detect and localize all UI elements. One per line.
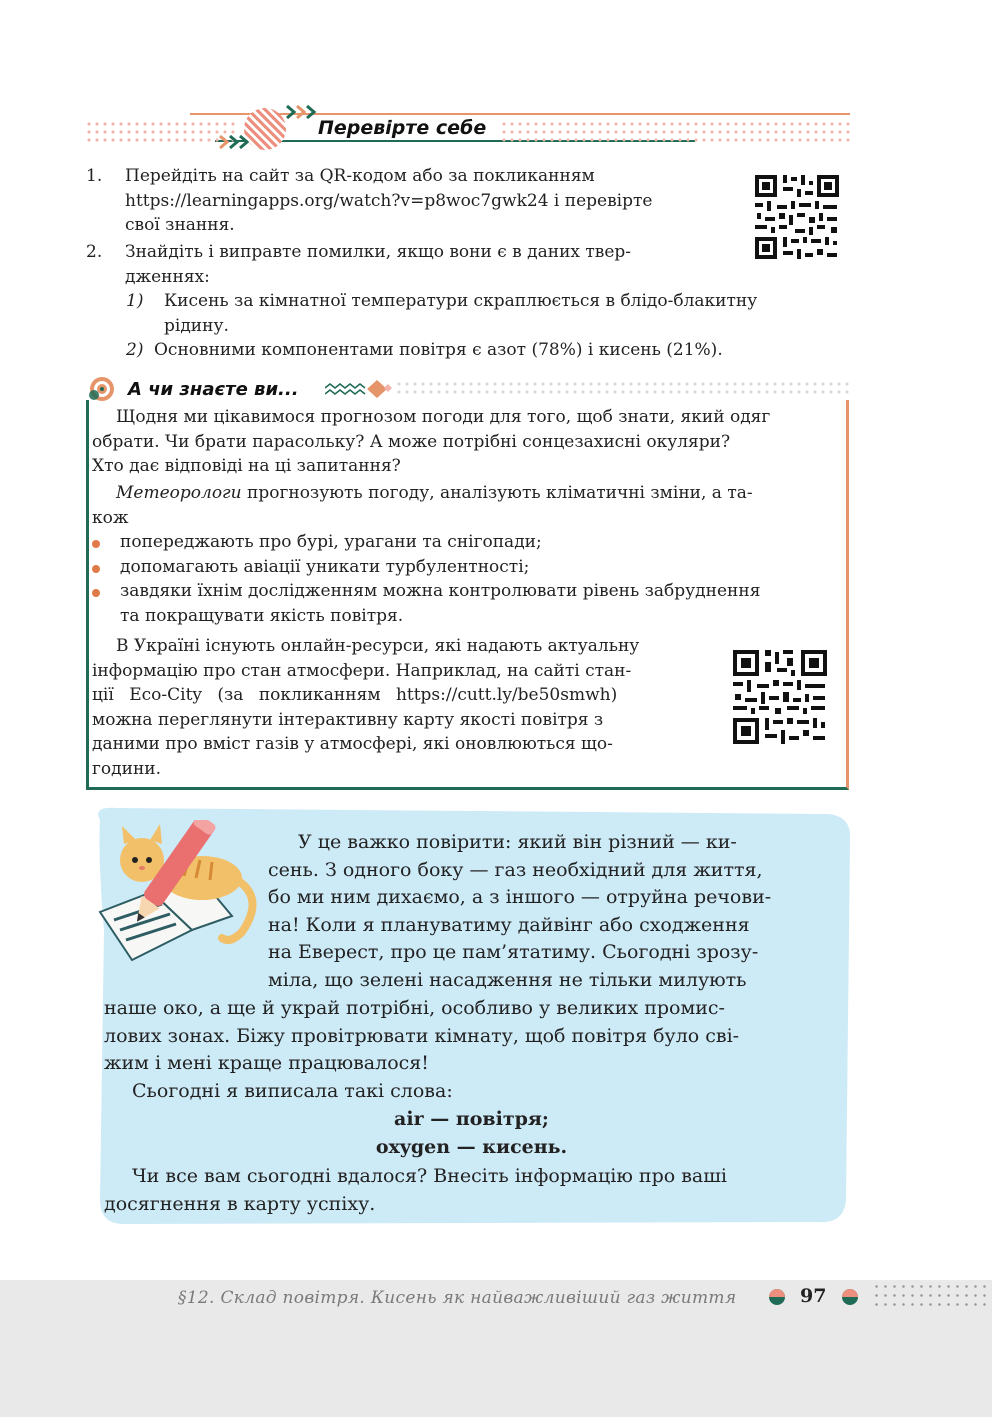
dot-band-left: [85, 120, 235, 142]
bullet-item: [120, 579, 844, 628]
note-closing: [104, 1163, 839, 1218]
dyk-paragraph-1-line: обрати. Чи брати парасольку? А може потрібні сонцезахисні окуляри?: [92, 431, 731, 452]
dyk-paragraph-3-line: В Україні існують онлайн-ресурси, які надають актуальну: [116, 636, 640, 656]
bullet-circle-icon: [768, 1288, 786, 1306]
vocab-word-air: air — повітря;: [394, 1108, 549, 1130]
target-icon: [86, 375, 122, 403]
qr-code-icon[interactable]: [753, 173, 841, 261]
task-1-number: 1.: [86, 166, 103, 186]
dyk-paragraph-3-line: можна переглянути інтерактивну карту якості повітря з: [92, 709, 604, 730]
note-text-full: [104, 995, 839, 1078]
bullet-item: попереджають про бурі, урагани та снігопади;: [120, 532, 542, 552]
note-line: наше око, а ще й украй потрібні, особливо у великих промис-: [104, 997, 725, 1019]
bullet-dot: [92, 589, 100, 597]
footer-section-title: §12. Склад повітря. Кисень як найважливіший газ життя: [178, 1288, 737, 1308]
note-words-intro: Сьогодні я виписала такі слова:: [132, 1080, 453, 1102]
note-line: на! Коли я плануватиму дайвінг або сходження: [268, 913, 750, 936]
dyk-paragraph-1: [92, 405, 844, 479]
task-2-item-2: Основними компонентами повітря є азот (78%) і кисень (21%).: [154, 340, 723, 360]
note-line: лових зонах. Біжу провітрювати кімнату, щоб повітря було сві-: [104, 1024, 740, 1047]
note-line: сень. З одного боку — газ необхідний для життя,: [268, 858, 763, 881]
task-2-item-1-line: Кисень за кімнатної температури скраплюється в блідо-блакитну: [164, 291, 758, 311]
bullet-circle-icon: [841, 1288, 859, 1306]
task-2: [125, 240, 745, 289]
task-2-item-2-label: 2): [126, 340, 144, 360]
bullet-item: допомагають авіації уникати турбулентності;: [120, 557, 530, 577]
bullet-dot: [92, 540, 100, 548]
note-line: У це важко повірити: який він різний — ки-: [298, 831, 737, 853]
task-2-item-1-line: рідину.: [164, 315, 229, 336]
chevrons-icon: [285, 104, 319, 120]
dot-band-right: [500, 120, 850, 142]
qr-code-icon[interactable]: [731, 648, 829, 746]
bullet-item-line: та покращувати якість повітря.: [120, 605, 404, 626]
task-2-item-1: [164, 289, 854, 338]
cat-reading-icon: [92, 820, 267, 970]
zigzag-diamond-icon: [325, 378, 395, 400]
dot-band-gray: [395, 380, 850, 398]
task-1: [125, 164, 745, 238]
dyk-paragraph-2: [116, 481, 753, 506]
bullet-item-line: завдяки їхнім дослідженням можна контролювати рівень забруднення: [120, 581, 761, 601]
page-number: 97: [800, 1285, 827, 1307]
task-1-line: свої знання.: [125, 215, 235, 235]
chevrons-icon: [218, 134, 252, 150]
dyk-paragraph-3-line: інформацію про стан атмосфери. Наприклад, на сайті стан-: [92, 660, 632, 681]
dyk-paragraph-3-line: даними про вміст газів у атмосфері, які оновлюються що-: [92, 734, 613, 754]
dyk-paragraph-1-line: Щодня ми цікавимося прогнозом погоди для того, щоб знати, який одяг: [116, 407, 771, 427]
note-line: досягнення в карту успіху.: [104, 1192, 376, 1215]
note-text-top: [268, 829, 839, 994]
did-you-know-title: А чи знаєте ви...: [128, 379, 299, 400]
note-line: на Еверест, про це пам’ятатиму. Сьогодні зрозу-: [268, 941, 759, 963]
dyk-paragraph-3: [92, 634, 700, 781]
bullet-dot: [92, 565, 100, 573]
task-2-line: дженнях:: [125, 266, 210, 287]
note-line: міла, що зелені насадження не тільки милують: [268, 968, 747, 991]
meteorologists-term: Метеорологи: [116, 483, 242, 503]
dyk-paragraph-3-line: ції Eco-City (за покликанням https://cutt.ly/be50smwh): [92, 685, 618, 705]
dyk-paragraph-2-line-2: кож: [92, 508, 129, 528]
task-1-line: https://learningapps.org/watch?v=p8woc7gwk24 і перевірте: [125, 190, 653, 211]
task-1-line: Перейдіть на сайт за QR-кодом або за покликанням: [125, 166, 595, 186]
dyk-paragraph-3-line: години.: [92, 758, 162, 779]
dyk-paragraph-2-rest: прогнозують погоду, аналізують кліматичні зміни, а та-: [247, 483, 753, 503]
note-line: жим і мені краще працювалося!: [104, 1052, 429, 1074]
task-2-line: Знайдіть і виправте помилки, якщо вони є в даних твер-: [125, 242, 632, 262]
check-yourself-title: Перевірте себе: [318, 117, 487, 139]
vocab-word-oxygen: oxygen — кисень.: [375, 1136, 568, 1158]
task-2-item-1-label: 1): [126, 291, 144, 311]
dyk-paragraph-1-line: Хто дає відповіді на ці запитання?: [92, 456, 401, 476]
note-line: Чи все вам сьогодні вдалося? Внесіть інформацію про ваші: [132, 1165, 727, 1187]
dot-pattern-footer: [872, 1282, 992, 1308]
note-line: бо ми ним дихаємо, а з іншого — отруйна речови-: [268, 886, 772, 908]
task-2-number: 2.: [86, 242, 103, 262]
